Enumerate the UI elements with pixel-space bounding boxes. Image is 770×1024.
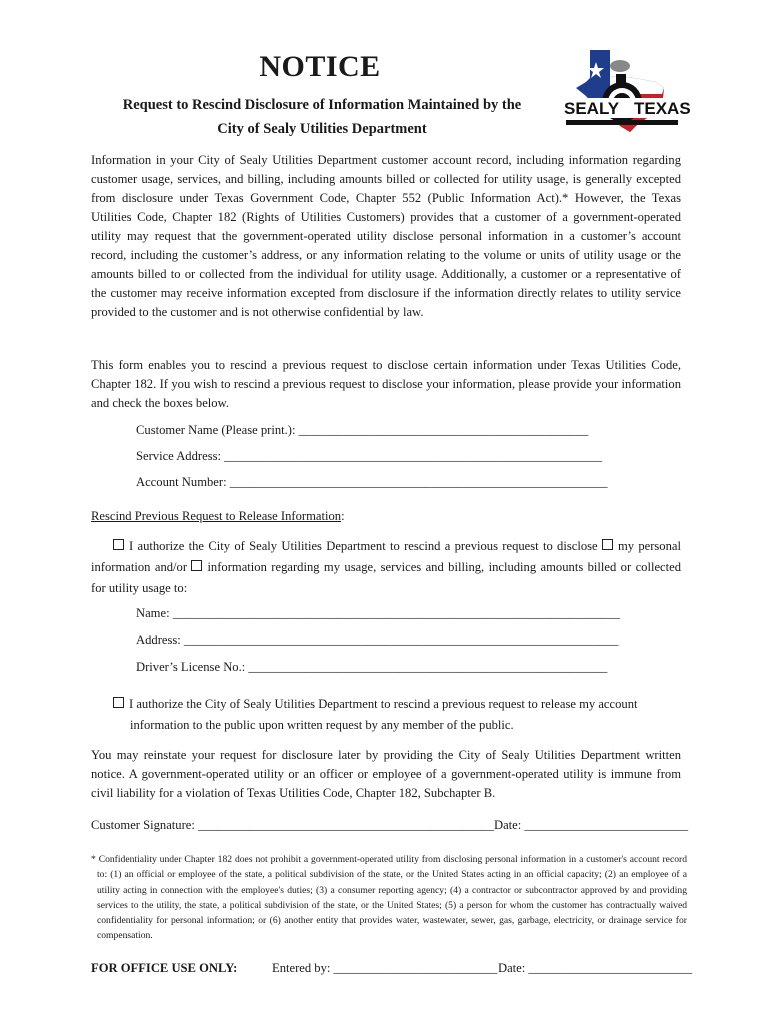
subtitle-line-2: City of Sealy Utilities Department <box>217 121 427 137</box>
customer-name-field[interactable]: Customer Name (Please print.): ______________________________________________ <box>136 423 589 437</box>
rescind-heading <box>91 509 345 524</box>
page-title: NOTICE <box>259 50 381 83</box>
rescind-heading-colon: : <box>341 509 345 523</box>
subtitle-line-1: Request to Rescind Disclosure of Information Maintained by the <box>122 97 522 113</box>
recipient-name-field[interactable]: Name: _______________________________________________________________________ <box>136 606 620 620</box>
paragraph-confidentiality: Information in your City of Sealy Utilities Department customer account record, including information regarding customer usage, services, and billing, including amounts billed or collected for utility usage, is generally excepted from disclosure under Texas Government Code, Chapter 552 (Public Information Act).* However, the Texas Utilities Code, Chapter 182 (Rights of Utilities Customers) provides that a customer of a government-operated utility may request that the government-operated utility disclose personal information in a customer’s account record, including the customer’s address, or any information relating to the volume or units of utility usage or the amounts billed to or collected from the individual for utility usage. Additionally, a customer or a representative of the customer may receive information excepted from disclosure if the information directly relates to utility service provided to the customer and is not otherwise confidential by law. <box>91 153 681 319</box>
authorization-disclose-text-b: my personal information and/or <box>91 539 681 574</box>
paragraph-form-purpose: This form enables you to rescind a previous request to disclose certain information under Texas Utilities Code, Chapter 182. If you wish to rescind a previous request to disclose your information, please provide your information and check the boxes below. <box>91 358 681 410</box>
logo-text-texas: TEXAS <box>634 99 691 118</box>
authorization-public-text: I authorize the City of Sealy Utilities Department to rescind a previous request to release my account information to the public upon written request by any member of the public. <box>129 697 638 732</box>
office-use-label: FOR OFFICE USE ONLY: <box>91 961 238 975</box>
rescind-disclosure-checkbox[interactable] <box>113 539 124 550</box>
logo-text-sealy: SEALY <box>564 99 620 118</box>
personal-information-checkbox[interactable] <box>602 539 613 550</box>
authorization-public-paragraph <box>113 694 700 736</box>
rescind-public-release-checkbox[interactable] <box>113 697 124 708</box>
authorization-disclose-text-c: information regarding my usage, services and billing, including amounts billed or collected for utility usage to: <box>91 560 682 595</box>
usage-information-checkbox[interactable] <box>191 560 202 571</box>
page-subtitle <box>80 93 564 141</box>
paragraph-reinstate: You may reinstate your request for disclosure later by providing the City of Sealy Utilities Department written notice. A government-operated utility or an officer or employee of a government-operated utility is immune from civil liability for a violation of Texas Utilities Code, Chapter 182, Subchapter B. <box>91 748 681 800</box>
account-number-field[interactable]: Account Number: ____________________________________________________________ <box>136 475 608 489</box>
rescind-heading-text: Rescind Previous Request to Release Information <box>91 509 342 523</box>
sealy-texas-logo <box>560 48 691 132</box>
service-address-field[interactable]: Service Address: ____________________________________________________________ <box>136 449 602 463</box>
office-date-field[interactable]: Date: __________________________ <box>498 961 693 975</box>
recipient-address-field[interactable]: Address: _____________________________________________________________________ <box>136 633 619 647</box>
signature-date-field[interactable]: Date: __________________________ <box>494 818 689 832</box>
authorization-disclose-paragraph <box>91 536 681 599</box>
customer-signature-field[interactable]: Customer Signature: _______________________________________________ <box>91 818 494 832</box>
confidentiality-footnote: * Confidentiality under Chapter 182 does not prohibit a government-operated utility from disclosing personal information in a customer's account record to: (1) an official or employee of the state, a political subdivision of the state, or the United States acting in an official capacity; (2) an employee of a utility acting in connection with the employee's duties; (3) a consumer reporting agency; (4) a contractor or subcontractor approved by and providing services to the utility, the state, a political subdivision of the state, or the United States; (5) a person for whom the customer has contractually waived confidentiality for personal information; or (6) another entity that provides water, wastewater, sewer, gas, garbage, electricity, or drainage service for compensation. <box>91 854 687 942</box>
entered-by-field[interactable]: Entered by: __________________________ <box>272 961 498 975</box>
drivers-license-field[interactable]: Driver’s License No.: _________________________________________________________ <box>136 660 608 674</box>
authorization-disclose-text-a: I authorize the City of Sealy Utilities Department to rescind a previous request to disclose <box>129 539 598 553</box>
